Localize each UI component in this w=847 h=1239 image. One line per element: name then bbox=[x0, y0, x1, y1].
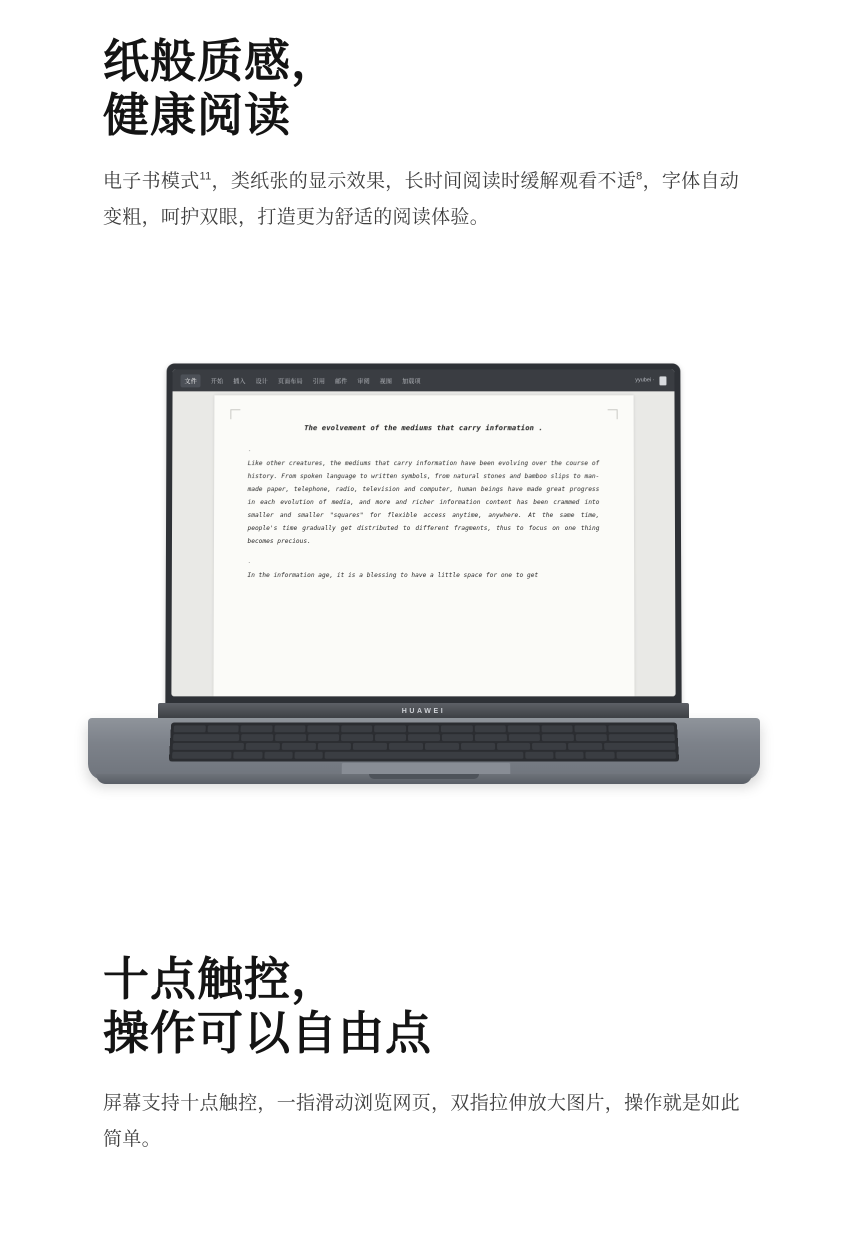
key bbox=[173, 734, 239, 741]
key bbox=[341, 725, 373, 732]
key bbox=[207, 725, 239, 732]
page-title bbox=[0, 34, 847, 142]
keyboard-row bbox=[173, 734, 675, 741]
keyboard-row bbox=[174, 725, 675, 732]
key bbox=[508, 725, 540, 732]
margin-corner-top-right-icon bbox=[607, 409, 617, 419]
body-text-part-1: 电子书模式 bbox=[103, 171, 200, 192]
key bbox=[389, 743, 423, 750]
ribbon-tab-review[interactable]: 审阅 bbox=[357, 378, 370, 385]
keyboard-row bbox=[173, 743, 676, 750]
key bbox=[474, 725, 506, 732]
headline-2-line-1: 十点触控， bbox=[103, 953, 338, 1005]
ribbon-tab-design[interactable]: 设计 bbox=[255, 378, 268, 385]
key bbox=[241, 734, 273, 741]
document-canvas[interactable] bbox=[171, 391, 675, 696]
footnote-marker-8: 8 bbox=[636, 170, 643, 183]
key bbox=[275, 734, 307, 741]
account-name-label[interactable]: yyubei · bbox=[635, 377, 655, 384]
key bbox=[497, 743, 531, 750]
document-paragraph-1: Like other creatures, the mediums that carry information have been evolving over the course of history. From spoken language to written symbols, from natural stones and bamboo slips to man-made paper, telephone, radio, television and computer, human beings have made great progress in each evolution of media, and more and richer information content has been crammed into smaller and smaller "squares" for flexible access anytime, anywhere. At the same time, people's time gradually get distributed to different fragments, thus to focus on one thing becomes precious. bbox=[247, 460, 600, 545]
key bbox=[525, 752, 554, 759]
key bbox=[555, 752, 584, 759]
ribbon-tab-list bbox=[181, 374, 421, 387]
key bbox=[608, 725, 674, 732]
section-ten-point-touch bbox=[0, 952, 847, 1158]
key bbox=[425, 743, 459, 750]
document-title: The evolvement of the mediums that carry information . bbox=[304, 423, 543, 433]
ribbon-tab-insert[interactable]: 插入 bbox=[233, 378, 246, 385]
key bbox=[240, 725, 272, 732]
key bbox=[541, 725, 573, 732]
key bbox=[568, 743, 602, 750]
key bbox=[172, 752, 232, 759]
section-2-body-text: 屏幕支持十点触控，一指滑动浏览网页，双指拉伸放大图片，操作就是如此简单。 bbox=[103, 1093, 740, 1150]
key bbox=[317, 743, 351, 750]
ribbon-right-area bbox=[635, 376, 666, 385]
key bbox=[475, 734, 507, 741]
key bbox=[282, 743, 316, 750]
headline-line-1: 纸般质感， bbox=[103, 35, 338, 87]
ribbon-tab-file[interactable]: 文件 bbox=[181, 374, 201, 387]
key-space bbox=[325, 752, 524, 759]
key bbox=[264, 752, 293, 759]
document-tick-middle: . bbox=[247, 558, 252, 566]
key bbox=[442, 734, 473, 741]
ribbon-tab-home[interactable]: 开始 bbox=[210, 378, 224, 385]
laptop-keyboard bbox=[169, 723, 679, 762]
key bbox=[173, 743, 244, 750]
key bbox=[374, 725, 405, 732]
page-title-2 bbox=[0, 952, 847, 1060]
ribbon-tab-addins[interactable]: 加载项 bbox=[402, 378, 421, 385]
key bbox=[609, 734, 675, 741]
footnote-marker-11: 11 bbox=[199, 170, 212, 183]
ribbon-tab-references[interactable]: 引用 bbox=[312, 378, 326, 385]
key bbox=[461, 743, 495, 750]
body-text-part-3: ，字体自动变粗，呵护双眼，打造更为舒适的阅读体验。 bbox=[103, 171, 740, 228]
word-ribbon-toolbar bbox=[173, 369, 675, 391]
key bbox=[408, 725, 439, 732]
headline-2-line-2: 操作可以自由点 bbox=[103, 1007, 432, 1059]
key bbox=[274, 725, 306, 732]
key bbox=[174, 725, 206, 732]
key bbox=[586, 752, 615, 759]
key bbox=[532, 743, 566, 750]
laptop-screen bbox=[171, 369, 675, 696]
key bbox=[616, 752, 676, 759]
key bbox=[234, 752, 263, 759]
key bbox=[246, 743, 280, 750]
laptop-product-image bbox=[0, 340, 847, 830]
ribbon-tab-layout[interactable]: 页面布局 bbox=[277, 378, 303, 385]
key bbox=[353, 743, 387, 750]
key bbox=[575, 734, 607, 741]
key bbox=[307, 725, 339, 732]
ribbon-tab-view[interactable]: 视图 bbox=[379, 378, 393, 385]
key bbox=[509, 734, 541, 741]
key bbox=[375, 734, 406, 741]
brand-logo-text: HUAWEI bbox=[401, 708, 446, 715]
document-page bbox=[213, 395, 634, 696]
key bbox=[542, 734, 574, 741]
keyboard-row bbox=[172, 752, 676, 759]
key bbox=[408, 734, 439, 741]
key bbox=[441, 725, 472, 732]
key bbox=[308, 734, 340, 741]
laptop-base bbox=[88, 718, 760, 780]
document-icon bbox=[659, 376, 666, 385]
document-tick-top: . bbox=[247, 446, 252, 454]
key bbox=[604, 743, 675, 750]
key bbox=[294, 752, 323, 759]
document-paragraph-2: In the information age, it is a blessing to have a little space for one to get bbox=[247, 572, 539, 580]
laptop-base-front-lip bbox=[96, 774, 752, 784]
headline-line-2: 健康阅读 bbox=[103, 89, 291, 141]
body-text-part-2: ，类纸张的显示效果，长时间阅读时缓解观看不适 bbox=[211, 171, 637, 192]
laptop-screen-bezel bbox=[165, 363, 681, 706]
laptop-open-notch bbox=[369, 774, 479, 779]
key bbox=[575, 725, 607, 732]
ribbon-tab-mailings[interactable]: 邮件 bbox=[335, 378, 348, 385]
margin-corner-top-left-icon bbox=[230, 409, 240, 419]
key bbox=[341, 734, 373, 741]
section-body-text bbox=[0, 164, 847, 236]
